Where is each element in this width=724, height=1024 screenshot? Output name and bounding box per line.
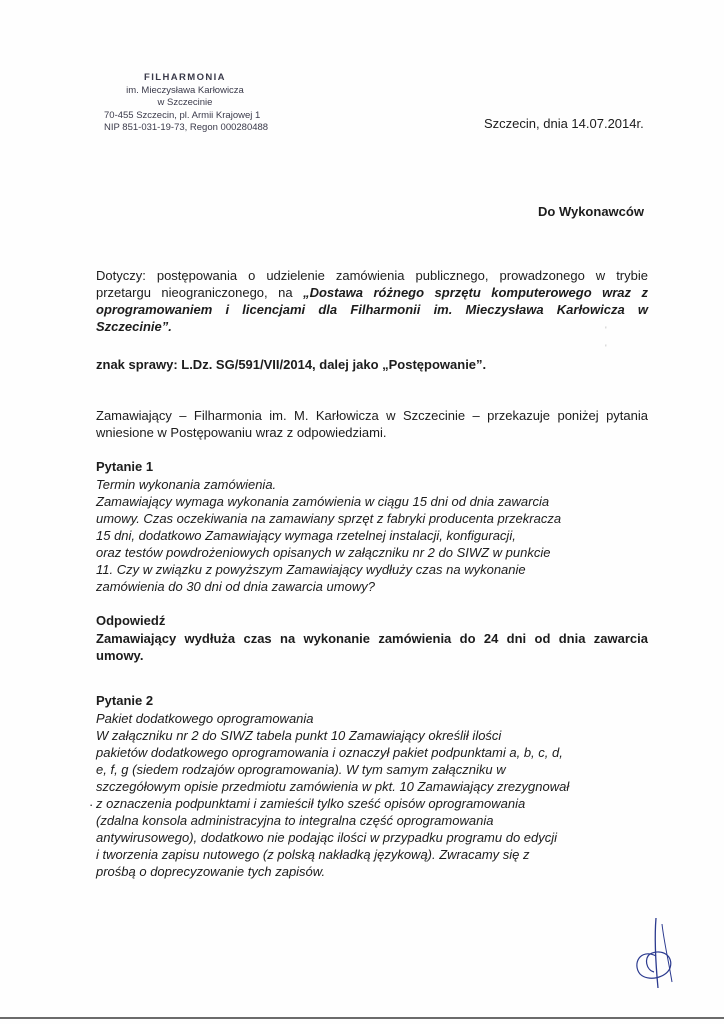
subject-line [96, 284, 648, 301]
answer-1-line: umowy. [96, 648, 144, 663]
question-2-line: (zdalna konsola administracyjna to integralna część oprogramowania [96, 813, 494, 828]
question-2-line: z oznaczenia podpunktami i zamieścił tylko sześć opisów oprogramowania [96, 796, 526, 811]
institution-stamp [100, 72, 270, 135]
intro-paragraph [96, 407, 648, 441]
question-1-line: umowy. Czas oczekiwania na zamawiany sprzęt z fabryki producenta przekracza [96, 511, 562, 526]
stamp-patron: im. Mieczysława Karłowicza [126, 84, 244, 96]
subject-line-prefix: przetargu nieograniczonego, na [96, 285, 304, 300]
question-2-line: e, f, g (siedem rodzajów oprogramowania). W tym samym załączniku w [96, 762, 506, 777]
question-2-line: szczegółowym opisie przedmiotu zamówienia w pkt. 10 Zamawiający zrezygnował [96, 779, 570, 794]
question-1-line: Termin wykonania zamówienia. [96, 477, 277, 492]
subject-paragraph [96, 267, 648, 335]
answer-1 [96, 612, 648, 664]
question-2-line: i tworzenia zapisu nutowego (z polską nakładką językową). Zwracamy się z [96, 847, 530, 862]
subject-title-part: Szczecinie”. [96, 319, 172, 334]
question-1-heading: Pytanie 1 [96, 459, 154, 474]
question-1-line: 15 dni, dodatkowo Zamawiający wymaga rzetelnej instalacji, konfiguracji, [96, 528, 516, 543]
subject-title-part: „Dostawa różnego sprzętu komputerowego wraz z [303, 285, 648, 300]
question-2 [96, 692, 648, 880]
question-2-line: W załączniku nr 2 do SIWZ tabela punkt 10 Zamawiający określił ilości [96, 728, 502, 743]
question-1-line: Zamawiający wymaga wykonania zamówienia w ciągu 15 dni od dnia zawarcia [96, 494, 550, 509]
place-and-date: Szczecin, dnia 14.07.2014r. [484, 116, 644, 131]
intro-line: wniesione w Postępowaniu wraz z odpowiedziami. [96, 425, 387, 440]
question-1-line: 11. Czy w związku z powyższym Zamawiający wydłuży czas na wykonanie [96, 562, 526, 577]
subject-title-part: oprogramowaniem i licencjami dla Filharmonii im. Mieczysława Karłowicza w [96, 302, 648, 317]
question-1-line: zamówienia do 30 dni od dnia zawarcia umowy? [96, 579, 375, 594]
recipient-heading: Do Wykonawców [538, 204, 644, 219]
question-2-line: prośbą o doprecyzowanie tych zapisów. [96, 864, 326, 879]
question-2-line: Pakiet dodatkowego oprogramowania [96, 711, 314, 726]
question-2-line: pakietów dodatkowego oprogramowania i oznaczył pakiet podpunktami a, b, c, d, [96, 745, 563, 760]
answer-1-heading: Odpowiedź [96, 613, 166, 628]
scan-edge-line [0, 1017, 724, 1019]
signature-initials-icon [626, 912, 678, 992]
scan-specks: ' ' [605, 325, 607, 353]
stamp-address: 70-455 Szczecin, pl. Armii Krajowej 1 [104, 109, 261, 121]
question-2-line: antywirusowego), dodatkowo nie podając ilości w przypadku programu do edycji [96, 830, 558, 845]
margin-dot: · [89, 797, 94, 812]
question-1 [96, 458, 648, 595]
case-reference: znak sprawy: L.Dz. SG/591/VII/2014, dalej jako „Postępowanie”. [96, 357, 487, 372]
intro-line: Zamawiający – Filharmonia im. M. Karłowicza w Szczecinie – przekazuje poniżej pytania [96, 408, 648, 423]
answer-1-line: Zamawiający wydłuża czas na wykonanie zamówienia do 24 dni od dnia zawarcia [96, 631, 648, 646]
stamp-city: w Szczecinie [157, 97, 213, 108]
stamp-org-name: FILHARMONIA [144, 72, 226, 83]
question-1-line: oraz testów powdrożeniowych opisanych w załączniku nr 2 do SIWZ w punkcie [96, 545, 551, 560]
stamp-tax-ids: NIP 851-031-19-73, Regon 000280488 [104, 122, 269, 133]
subject-line: Dotyczy: postępowania o udzielenie zamówienia publicznego, prowadzonego w trybie [96, 268, 648, 283]
question-2-heading: Pytanie 2 [96, 693, 154, 708]
